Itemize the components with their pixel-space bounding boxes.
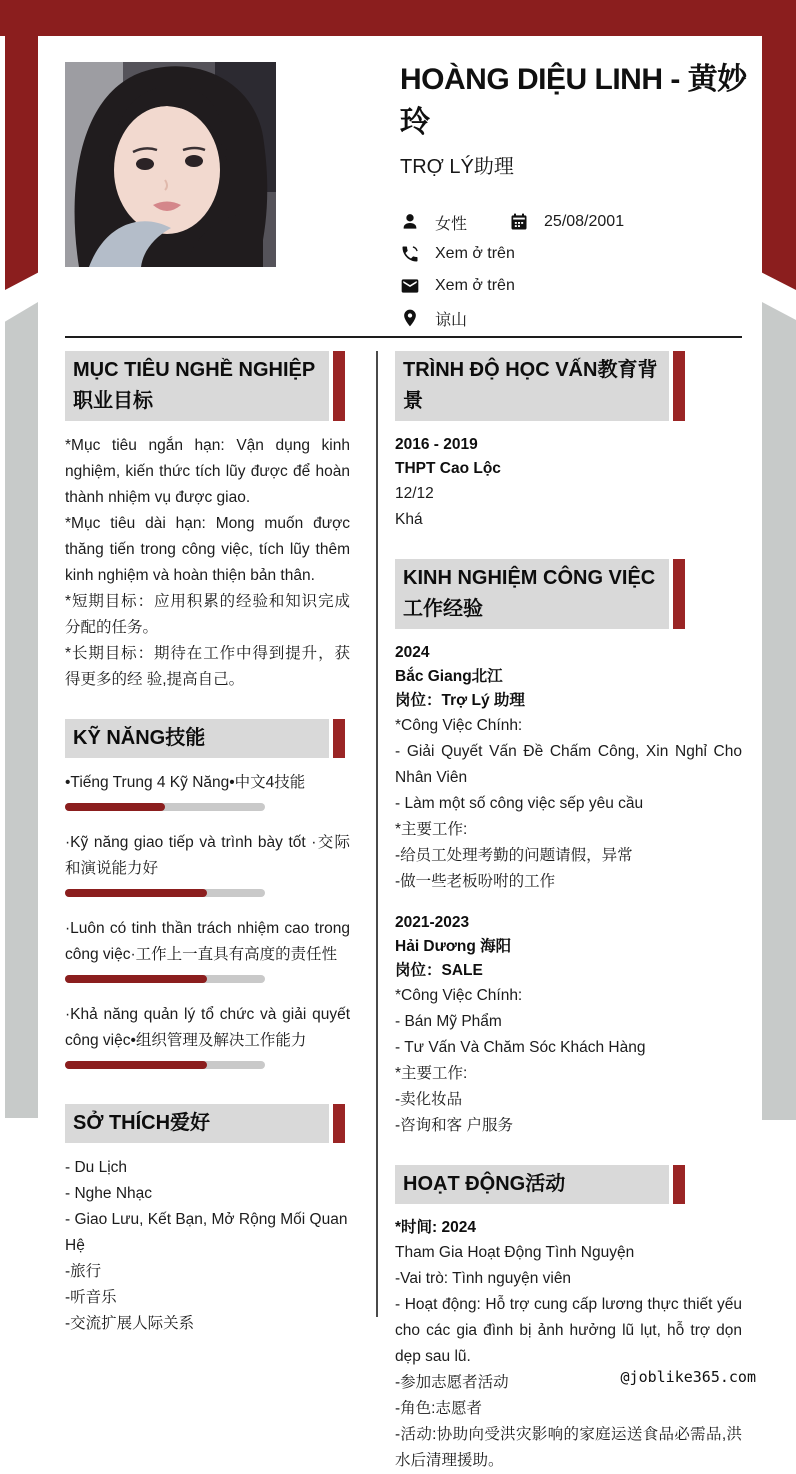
header-accent-bar [673, 559, 685, 629]
phone-value: Xem ở trên [435, 245, 515, 262]
watermark: @joblike365.com [620, 1368, 756, 1386]
skill-progress-fill [65, 1061, 207, 1069]
right-red-ribbon [762, 0, 796, 290]
skill-label: ·Khả năng quản lý tổ chức và giải quyết công việc•组织管理及解决工作能力 [65, 1006, 350, 1049]
section-header-objective [65, 351, 345, 421]
job-detail: - Làm một số công việc sếp yêu cầu [395, 795, 644, 812]
job-place: Hải Dương 海阳 [395, 938, 512, 955]
column-divider-line [376, 351, 378, 1317]
left-red-ribbon [5, 0, 38, 290]
objective-paragraph: *Mục tiêu dài hạn: Mong muốn được thăng tiến trong công việc, tích lũy thêm kinh nghiệm và hoàn thiện bản thân. [65, 515, 350, 584]
job-detail: *主要工作: [395, 821, 468, 838]
skill-label: ·Luôn có tinh thần trách nhiệm cao trong công việc·工作上一直具有高度的责任性 [65, 920, 350, 963]
activity-line: -参加志愿者活动 [395, 1374, 509, 1391]
hobby-item: - Giao Lưu, Kết Bạn, Mở Rộng Mối Quan Hệ [65, 1211, 348, 1254]
job-detail: - Giải Quyết Vấn Đề Chấm Công, Xin Nghỉ Cho Nhân Viên [395, 743, 742, 786]
header-accent-bar [333, 1104, 345, 1143]
skill-progress-track [65, 803, 265, 811]
header-accent-bar [333, 351, 345, 421]
education-rank: Khá [395, 511, 423, 528]
skills-heading: KỸ NĂNG技能 [65, 719, 329, 758]
job-role: 岗位：Trợ Lý 助理 [395, 692, 525, 709]
hobby-item: -交流扩展人际关系 [65, 1315, 195, 1332]
hobby-item: -旅行 [65, 1263, 102, 1280]
job-entry [395, 911, 742, 1139]
job-role: 岗位：SALE [395, 962, 483, 979]
dob-value: 25/08/2001 [544, 213, 625, 230]
gender-value: 女性 [435, 215, 468, 233]
location-pin-icon [400, 308, 420, 328]
education-heading: TRÌNH ĐỘ HỌC VẤN教育背景 [395, 351, 669, 421]
skill-progress-track [65, 889, 265, 897]
top-red-band [0, 0, 796, 36]
profile-photo [65, 62, 276, 267]
activity-time: *时间: 2024 [395, 1219, 476, 1236]
activity-line: Tham Gia Hoạt Động Tình Nguyện [395, 1244, 635, 1261]
person-icon [400, 212, 420, 232]
skill-item [65, 770, 350, 811]
email-value: Xem ở trên [435, 277, 515, 294]
right-gray-ribbon [762, 302, 796, 1120]
header-divider-line [65, 336, 742, 338]
skill-progress-fill [65, 975, 207, 983]
activity-line: -活动:协助向受洪灾影响的家庭运送食品必需品,洪 水后清理援助。 [395, 1426, 742, 1469]
portrait-illustration [65, 62, 276, 267]
hobby-item: - Nghe Nhạc [65, 1185, 153, 1202]
left-column [65, 351, 350, 1337]
job-place: Bắc Giang北江 [395, 668, 503, 685]
activity-line: - Hoạt động: Hỗ trợ cung cấp lương thực thiết yếu cho các gia đình bị ảnh hưởng lũ lụt, hỗ trợ dọn dẹp sau lũ. [395, 1296, 742, 1365]
header-accent-bar [673, 1165, 685, 1204]
experience-heading: KINH NGHIỆM CÔNG VIỆC工作经验 [395, 559, 669, 629]
skill-progress-fill [65, 889, 207, 897]
section-header-education [395, 351, 685, 421]
section-header-activities [395, 1165, 685, 1204]
hobbies-heading: SỞ THÍCH爱好 [65, 1104, 329, 1143]
objective-heading: MỤC TIÊU NGHỀ NGHIỆP职业目标 [65, 351, 329, 421]
phone-icon [400, 244, 420, 264]
skill-progress-fill [65, 803, 165, 811]
section-header-hobbies [65, 1104, 345, 1143]
activity-line: -角色:志愿者 [395, 1400, 482, 1417]
activity-line: -Vai trò: Tình nguyện viên [395, 1270, 572, 1287]
section-header-skills [65, 719, 345, 758]
job-detail: *主要工作: [395, 1065, 468, 1082]
header-accent-bar [673, 351, 685, 421]
objective-paragraph: *短期目标：应用积累的经验和知识完成分配的任务。 [65, 593, 350, 636]
job-detail: - Bán Mỹ Phẩm [395, 1013, 502, 1030]
objective-paragraph: *长期目标：期待在工作中得到提升，获得更多的经 验,提高自己。 [65, 645, 350, 688]
job-entry [395, 641, 742, 895]
skill-item [65, 916, 350, 983]
objective-paragraph: *Mục tiêu ngắn hạn: Vận dụng kinh nghiệm, kiến thức tích lũy được để hoàn thành nhiệm vụ được giao. [65, 437, 350, 506]
calendar-icon [509, 212, 529, 232]
job-detail: -卖化妆品 [395, 1091, 463, 1108]
mail-icon [400, 276, 420, 296]
candidate-job-title: TRỢ LÝ助理 [400, 156, 514, 178]
skill-item [65, 1002, 350, 1069]
skill-progress-track [65, 975, 265, 983]
education-grade: 12/12 [395, 485, 434, 502]
job-detail: *Công Việc Chính: [395, 987, 523, 1004]
left-gray-ribbon [5, 302, 38, 1118]
skill-label: •Tiếng Trung 4 Kỹ Năng•中文4技能 [65, 774, 306, 791]
education-school: THPT Cao Lộc [395, 460, 501, 477]
header-accent-bar [333, 719, 345, 758]
skill-item [65, 830, 350, 897]
activities-heading: HOẠT ĐỘNG活动 [395, 1165, 669, 1204]
job-detail: *Công Việc Chính: [395, 717, 523, 734]
job-period: 2021-2023 [395, 914, 470, 931]
hobby-item: -听音乐 [65, 1289, 117, 1306]
education-period: 2016 - 2019 [395, 436, 478, 453]
candidate-name: HOÀNG DIỆU LINH - 黄妙玲 [400, 63, 747, 139]
hobby-item: - Du Lịch [65, 1159, 128, 1176]
skill-progress-track [65, 1061, 265, 1069]
section-header-experience [395, 559, 685, 629]
right-column [395, 351, 742, 1474]
contact-info [400, 206, 756, 334]
job-detail: -咨询和客 户服务 [395, 1117, 513, 1134]
job-detail: -做一些老板吩咐的工作 [395, 873, 556, 890]
job-detail: -给员工处理考勤的问题请假，异常 [395, 847, 633, 864]
address-value: 谅山 [435, 311, 468, 329]
skill-label: ·Kỹ năng giao tiếp và trình bày tốt ·交际和演说能力好 [65, 834, 350, 877]
job-detail: - Tư Vấn Và Chăm Sóc Khách Hàng [395, 1039, 646, 1056]
job-period: 2024 [395, 644, 430, 661]
